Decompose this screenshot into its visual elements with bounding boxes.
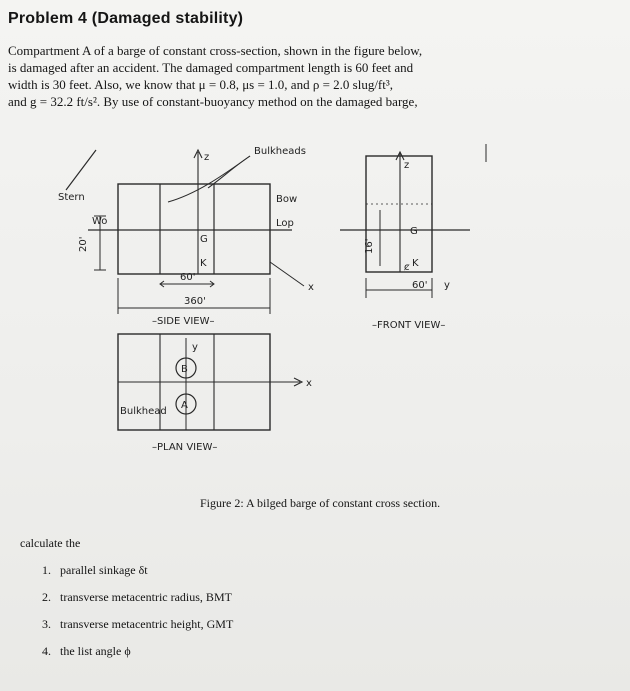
plan-view-label: –PLAN VIEW– — [152, 442, 218, 453]
front-hull-outline — [366, 156, 432, 272]
dim-60-front-label: 60' — [412, 280, 428, 291]
statement-line: is damaged after an accident. The damaged compartment length is 60 feet and — [8, 60, 414, 75]
statement-line: Compartment A of a barge of constant cross-section, shown in the figure below, — [8, 43, 423, 58]
statement-line: width is 30 feet. Also, we know that μ = 0.8, μs = 1.0, and ρ = 2.0 slug/ft³, — [8, 77, 394, 92]
list-item — [42, 563, 233, 590]
side-view-label: –SIDE VIEW– — [152, 316, 215, 327]
front-k-label: K — [412, 258, 419, 269]
side-hull-outline — [118, 184, 270, 274]
calculate-heading: calculate the — [20, 536, 81, 550]
wo-label: Wo — [92, 216, 108, 227]
barge-figure — [0, 138, 630, 478]
plan-x-label: x — [306, 378, 312, 389]
question-text: transverse metacentric height, GMT — [60, 617, 234, 631]
figure-caption: Figure 2: A bilged barge of constant cross section. — [200, 496, 441, 510]
compartment-a-label: A — [181, 400, 188, 411]
stern-pointer — [66, 150, 96, 190]
problem-title: Problem 4 (Damaged stability) — [8, 10, 244, 27]
z-axis-label: z — [204, 152, 210, 163]
x-axis-label: x — [308, 282, 314, 293]
centerline-symbol: ȼ — [404, 262, 410, 273]
front-view — [340, 144, 486, 331]
bulkhead-plan-label: Bulkhead — [120, 406, 167, 417]
statement-line: and g = 32.2 ft/s². By use of constant-buoyancy method on the damaged barge, — [8, 94, 418, 109]
question-number: 2. — [42, 590, 51, 604]
list-item — [42, 590, 233, 617]
g-label: G — [200, 234, 208, 245]
k-label: K — [200, 258, 207, 269]
question-number: 1. — [42, 563, 51, 577]
list-item — [42, 644, 233, 671]
dim-60-label: 60' — [180, 272, 196, 283]
question-text: the list angle ϕ — [60, 644, 131, 658]
front-z-label: z — [404, 160, 410, 171]
side-view — [58, 146, 314, 327]
problem-statement — [8, 42, 620, 110]
question-text: transverse metacentric radius, BMT — [60, 590, 232, 604]
question-number: 4. — [42, 644, 51, 658]
front-g-label: G — [410, 226, 418, 237]
plan-y-label: y — [192, 342, 198, 353]
depth-right-label: 16' — [364, 238, 375, 254]
front-y-label: y — [444, 280, 450, 291]
lop-label: Lop — [276, 218, 294, 229]
depth-left-label: 20' — [78, 236, 89, 252]
question-list — [42, 563, 233, 671]
question-text: parallel sinkage δt — [60, 563, 148, 577]
front-view-label: –FRONT VIEW– — [372, 320, 446, 331]
bow-label: Bow — [276, 194, 298, 205]
compartment-b-label: B — [181, 364, 188, 375]
list-item — [42, 617, 233, 644]
stern-label: Stern — [58, 192, 85, 203]
plan-view — [118, 334, 312, 453]
bulkheads-label: Bulkheads — [254, 146, 306, 157]
dim-360-label: 360' — [184, 296, 206, 307]
question-number: 3. — [42, 617, 51, 631]
side-x-axis — [270, 262, 304, 286]
